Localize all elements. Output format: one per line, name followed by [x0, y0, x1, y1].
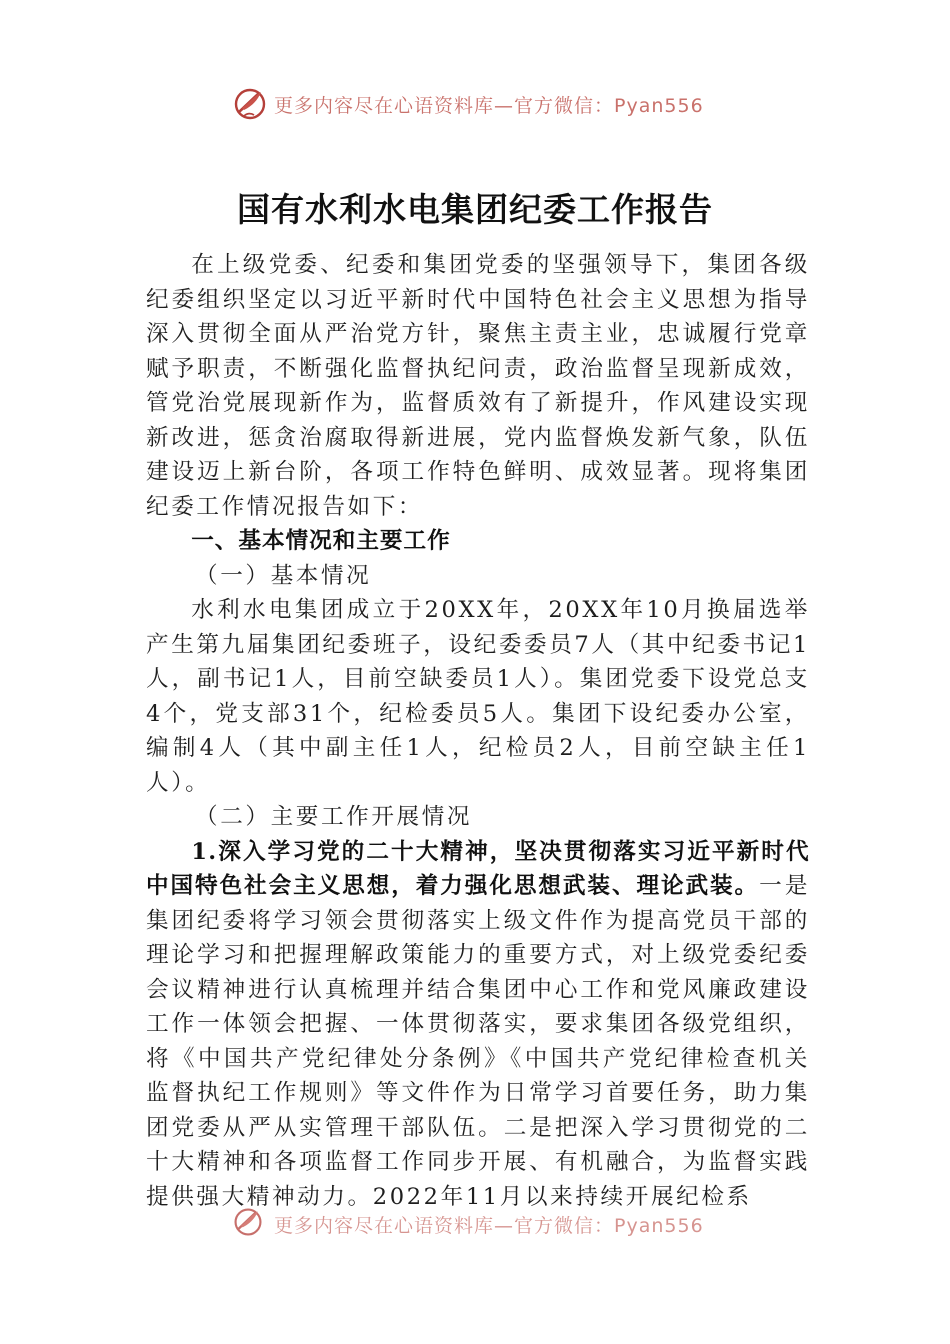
item-1-lead: 1.深入学习党的二十大精神，坚决贯彻落实习近平新时代中国特色社会主义思想，着力强化思想武装、理论武装。 [146, 838, 810, 899]
footer-watermark [232, 1208, 704, 1240]
quill-pen-logo-icon [232, 1206, 268, 1242]
item-1-body: 一是集团纪委将学习领会贯彻落实上级文件作为提高党员干部的理论学习和把握理解政策能力的重要方式，对上级党委纪委会议精神进行认真梳理并结合集团中心工作和党风廉政建设工作一体领会把握、一体贯彻落实，要求集团各级党组织，将《中国共产党纪律处分条例》《中国共产党纪律检查机关监督执纪工作规则》等文件作为日常学习首要任务，助力集团党委从严从实管理干部队伍。二是把深入学习贯彻党的二十大精神和各项监督工作同步开展、有机融合，为监督实践提供强大精神动力。2022年11月以来持续开展纪检系 [146, 873, 811, 1210]
quill-pen-logo-icon [232, 86, 268, 122]
main-work-item-1 [146, 835, 810, 1215]
document-body [146, 248, 810, 1214]
basic-situation-paragraph: 水利水电集团成立于20XX年，20XX年10月换届选举产生第九届集团纪委班子，设纪委委员7人（其中纪委书记1人，副书记1人，目前空缺委员1人）。集团党委下设党总支4个，党支部31个，纪检委员5人。集团下设纪委办公室，编制4人（其中副主任1人，纪检员2人，目前空缺主任1人）。 [146, 597, 810, 796]
subsection-heading-main-work: （二）主要工作开展情况 [195, 804, 473, 830]
section-heading-basic-and-main-work: 一、基本情况和主要工作 [191, 528, 451, 554]
header-watermark [232, 86, 704, 122]
footer-watermark-text: 更多内容尽在心语资料库—官方微信：Pyan556 [274, 1214, 704, 1237]
intro-paragraph: 在上级党委、纪委和集团党委的坚强领导下，集团各级纪委组织坚定以习近平新时代中国特色社会主义思想为指导深入贯彻全面从严治党方针，聚焦主责主业，忠诚履行党章赋予职责，不断强化监督执纪问责，政治监督呈现新成效，管党治党展现新作为，监督质效有了新提升，作风建设实现新改进，惩贪治腐取得新进展，党内监督焕发新气象，队伍建设迈上新台阶，各项工作特色鲜明、成效显著。现将集团纪委工作情况报告如下： [146, 252, 810, 520]
document-title: 国有水利水电集团纪委工作报告 [237, 190, 713, 229]
header-watermark-text: 更多内容尽在心语资料库—官方微信：Pyan556 [274, 94, 704, 117]
subsection-heading-basic-situation: （一）基本情况 [195, 562, 372, 589]
